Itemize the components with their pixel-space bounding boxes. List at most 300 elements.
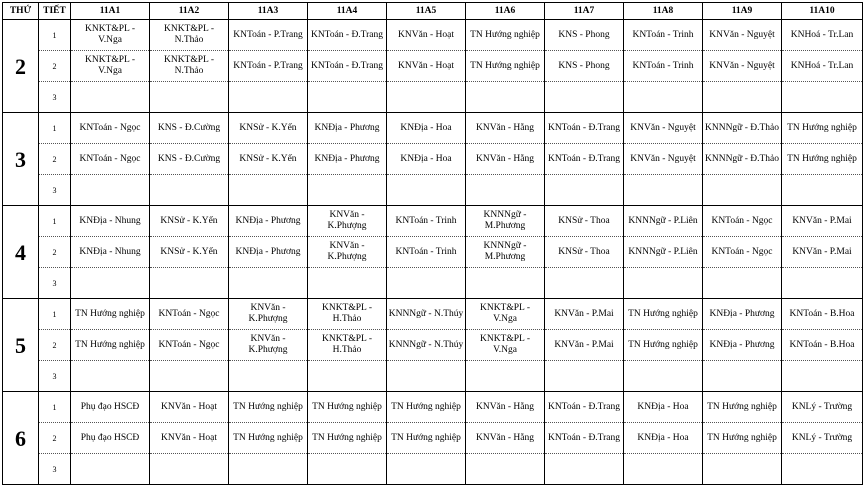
schedule-cell xyxy=(624,299,703,330)
schedule-cell xyxy=(624,237,703,268)
cell-text-line: KNToán - Ngọc xyxy=(711,246,773,257)
cell-text-line: K.Phượng xyxy=(248,314,288,324)
cell-text-line: KNĐịa - Nhung xyxy=(79,246,141,257)
schedule-cell xyxy=(387,51,466,82)
schedule-cell xyxy=(466,423,545,454)
cell-text-line: KNLý - Trường xyxy=(791,432,853,443)
schedule-cell xyxy=(624,330,703,361)
cell-text-line: KNVăn - Nguyệt xyxy=(709,29,775,40)
schedule-cell xyxy=(308,20,387,51)
schedule-cell xyxy=(466,392,545,423)
table-row xyxy=(3,268,863,299)
cell-text-line: KNNNgữ - P.Liên xyxy=(628,215,698,226)
schedule-cell xyxy=(308,113,387,144)
schedule-cell xyxy=(308,175,387,206)
schedule-cell xyxy=(308,82,387,113)
period-number: 2 xyxy=(39,423,71,454)
schedule-cell xyxy=(71,206,150,237)
cell-text-line: KNKT&PL - xyxy=(163,24,215,34)
schedule-cell xyxy=(703,361,782,392)
schedule-cell xyxy=(466,144,545,175)
table-row xyxy=(3,82,863,113)
schedule-cell xyxy=(466,206,545,237)
cell-text-line: KNVăn - Hoạt xyxy=(161,401,217,412)
cell-text-line: KNVăn - xyxy=(329,241,365,251)
schedule-cell xyxy=(308,268,387,299)
schedule-cell xyxy=(466,51,545,82)
cell-text-line: KNToán - Trinh xyxy=(395,215,457,226)
schedule-cell xyxy=(545,82,624,113)
cell-text-line: KNToán - Ngọc xyxy=(158,339,220,350)
schedule-cell xyxy=(387,299,466,330)
cell-text-line: KNToán - Đ.Trang xyxy=(547,122,621,133)
cell-text-line: M.Phương xyxy=(484,221,526,231)
schedule-cell xyxy=(229,330,308,361)
schedule-cell xyxy=(782,330,863,361)
table-row xyxy=(3,454,863,485)
day-label: 6 xyxy=(3,392,39,485)
schedule-cell xyxy=(150,144,229,175)
schedule-cell xyxy=(782,423,863,454)
schedule-cell xyxy=(71,51,150,82)
schedule-cell xyxy=(387,330,466,361)
schedule-cell xyxy=(150,268,229,299)
cell-text-line: KNVăn - P.Mai xyxy=(792,215,852,226)
table-row xyxy=(3,175,863,206)
period-number: 1 xyxy=(39,392,71,423)
period-number: 2 xyxy=(39,237,71,268)
schedule-cell xyxy=(150,423,229,454)
schedule-cell xyxy=(150,206,229,237)
schedule-cell xyxy=(308,144,387,175)
cell-text-line: KNToán - Trinh xyxy=(395,246,457,257)
table-row xyxy=(3,392,863,423)
cell-text-line: KNVăn - Hằng xyxy=(475,432,535,443)
cell-text-line: KNKT&PL - xyxy=(84,55,136,65)
schedule-cell xyxy=(703,330,782,361)
schedule-cell xyxy=(229,82,308,113)
schedule-cell xyxy=(703,113,782,144)
cell-text-line: KNĐịa - Hoa xyxy=(637,432,689,443)
cell-text-line: M.Phương xyxy=(484,252,526,262)
header-11a8: 11A8 xyxy=(624,3,703,20)
cell-text-line: TN Hướng nghiệp xyxy=(75,308,145,319)
schedule-cell xyxy=(703,51,782,82)
schedule-cell xyxy=(545,330,624,361)
schedule-cell xyxy=(782,299,863,330)
schedule-cell xyxy=(308,51,387,82)
table-row xyxy=(3,361,863,392)
schedule-cell xyxy=(71,423,150,454)
schedule-cell xyxy=(545,206,624,237)
schedule-cell xyxy=(466,268,545,299)
schedule-cell xyxy=(703,268,782,299)
schedule-cell xyxy=(71,113,150,144)
cell-text-line: KNNNgữ - xyxy=(483,210,527,220)
cell-text-line: TN Hướng nghiệp xyxy=(470,29,540,40)
schedule-cell xyxy=(624,454,703,485)
schedule-cell xyxy=(387,206,466,237)
schedule-cell xyxy=(71,144,150,175)
cell-text-line: KNToán - Đ.Trang xyxy=(547,401,621,412)
schedule-cell xyxy=(387,237,466,268)
schedule-cell xyxy=(229,237,308,268)
schedule-cell xyxy=(624,51,703,82)
schedule-cell xyxy=(703,454,782,485)
schedule-cell xyxy=(545,175,624,206)
schedule-cell xyxy=(782,175,863,206)
schedule-cell xyxy=(308,361,387,392)
cell-text-line: KNĐịa - Phương xyxy=(235,246,301,257)
cell-text-line: KNHoá - Tr.Lan xyxy=(790,29,854,40)
schedule-cell xyxy=(782,361,863,392)
cell-text-line: KNS - Phong xyxy=(558,60,610,71)
cell-text-line: KNĐịa - Hoa xyxy=(400,153,452,164)
header-11a10: 11A10 xyxy=(782,3,863,20)
cell-text-line: TN Hướng nghiệp xyxy=(707,401,777,412)
cell-text-line: KNToán - Ngọc xyxy=(79,122,141,133)
schedule-cell xyxy=(703,20,782,51)
cell-text-line: KNSử - Thoa xyxy=(558,215,610,226)
schedule-cell xyxy=(150,113,229,144)
cell-text-line: KNS - Phong xyxy=(558,29,610,40)
schedule-cell xyxy=(229,144,308,175)
cell-text-line: KNKT&PL - xyxy=(321,334,373,344)
cell-text-line: KNToán - Trinh xyxy=(632,60,694,71)
schedule-cell xyxy=(545,20,624,51)
schedule-cell xyxy=(150,361,229,392)
cell-text-line: KNVăn - Hoạt xyxy=(161,432,217,443)
header-11a2: 11A2 xyxy=(150,3,229,20)
cell-text-line: KNNNgữ - N.Thúy xyxy=(388,308,464,319)
header-11a1: 11A1 xyxy=(71,3,150,20)
schedule-cell xyxy=(624,144,703,175)
schedule-cell xyxy=(782,20,863,51)
period-number: 2 xyxy=(39,330,71,361)
cell-text-line: KNVăn - xyxy=(250,334,286,344)
cell-text-line: TN Hướng nghiệp xyxy=(787,153,857,164)
schedule-cell xyxy=(782,51,863,82)
schedule-cell xyxy=(545,299,624,330)
schedule-cell xyxy=(308,237,387,268)
schedule-cell xyxy=(703,82,782,113)
cell-text-line: TN Hướng nghiệp xyxy=(391,401,461,412)
schedule-cell xyxy=(229,51,308,82)
period-number: 1 xyxy=(39,206,71,237)
schedule-cell xyxy=(71,82,150,113)
table-row xyxy=(3,423,863,454)
cell-text-line: KNToán - B.Hoa xyxy=(789,339,855,350)
header-11a7: 11A7 xyxy=(545,3,624,20)
schedule-cell xyxy=(308,454,387,485)
period-number: 2 xyxy=(39,144,71,175)
timetable xyxy=(2,2,863,485)
schedule-cell xyxy=(545,113,624,144)
cell-text-line: KNĐịa - Phương xyxy=(709,339,775,350)
cell-text-line: KNVăn - Hằng xyxy=(475,401,535,412)
cell-text-line: KNToán - Trinh xyxy=(632,29,694,40)
period-number: 1 xyxy=(39,113,71,144)
period-number: 3 xyxy=(39,268,71,299)
schedule-cell xyxy=(703,423,782,454)
timetable-body xyxy=(3,20,863,485)
schedule-cell xyxy=(387,144,466,175)
schedule-cell xyxy=(150,51,229,82)
cell-text-line: KNKT&PL - xyxy=(321,303,373,313)
cell-text-line: V.Nga xyxy=(98,35,122,45)
cell-text-line: KNVăn - P.Mai xyxy=(792,246,852,257)
cell-text-line: KNSử - K.Yến xyxy=(239,153,297,164)
cell-text-line: KNKT&PL - xyxy=(163,55,215,65)
schedule-cell xyxy=(71,20,150,51)
cell-text-line: K.Phượng xyxy=(248,345,288,355)
schedule-cell xyxy=(229,299,308,330)
cell-text-line: KNVăn - xyxy=(250,303,286,313)
header-11a4: 11A4 xyxy=(308,3,387,20)
schedule-cell xyxy=(782,392,863,423)
schedule-cell xyxy=(387,268,466,299)
cell-text-line: K.Phượng xyxy=(327,221,367,231)
cell-text-line: Phụ đạo HSCĐ xyxy=(80,432,140,443)
table-row xyxy=(3,206,863,237)
cell-text-line: Phụ đạo HSCĐ xyxy=(80,401,140,412)
cell-text-line: KNVăn - P.Mai xyxy=(554,308,614,319)
schedule-cell xyxy=(624,361,703,392)
schedule-cell xyxy=(150,175,229,206)
schedule-cell xyxy=(387,423,466,454)
schedule-cell xyxy=(782,454,863,485)
cell-text-line: KNToán - Đ.Trang xyxy=(310,29,384,40)
schedule-cell xyxy=(782,82,863,113)
schedule-cell xyxy=(782,206,863,237)
schedule-cell xyxy=(466,330,545,361)
cell-text-line: KNSử - Thoa xyxy=(558,246,610,257)
schedule-cell xyxy=(150,299,229,330)
schedule-cell xyxy=(624,20,703,51)
schedule-cell xyxy=(545,454,624,485)
schedule-cell xyxy=(387,454,466,485)
cell-text-line: KNĐịa - Phương xyxy=(314,153,380,164)
table-row xyxy=(3,237,863,268)
cell-text-line: KNToán - Ngọc xyxy=(711,215,773,226)
schedule-cell xyxy=(466,299,545,330)
cell-text-line: TN Hướng nghiệp xyxy=(707,432,777,443)
schedule-cell xyxy=(308,423,387,454)
day-label: 5 xyxy=(3,299,39,392)
cell-text-line: KNToán - Đ.Trang xyxy=(547,432,621,443)
schedule-cell xyxy=(703,392,782,423)
schedule-cell xyxy=(782,144,863,175)
schedule-cell xyxy=(229,113,308,144)
schedule-cell xyxy=(150,330,229,361)
period-number: 2 xyxy=(39,51,71,82)
schedule-cell xyxy=(466,20,545,51)
schedule-cell xyxy=(624,82,703,113)
cell-text-line: TN Hướng nghiệp xyxy=(391,432,461,443)
table-row xyxy=(3,144,863,175)
schedule-cell xyxy=(703,206,782,237)
cell-text-line: KNĐịa - Nhung xyxy=(79,215,141,226)
period-number: 1 xyxy=(39,20,71,51)
cell-text-line: TN Hướng nghiệp xyxy=(233,432,303,443)
schedule-cell xyxy=(545,144,624,175)
cell-text-line: TN Hướng nghiệp xyxy=(470,60,540,71)
schedule-cell xyxy=(545,237,624,268)
cell-text-line: KNSử - K.Yến xyxy=(160,215,218,226)
cell-text-line: KNToán - P.Trang xyxy=(233,60,303,71)
cell-text-line: KNNNgữ - xyxy=(483,241,527,251)
cell-text-line: KNToán - B.Hoa xyxy=(789,308,855,319)
period-number: 3 xyxy=(39,361,71,392)
cell-text-line: KNLý - Trường xyxy=(791,401,853,412)
cell-text-line: TN Hướng nghiệp xyxy=(628,308,698,319)
schedule-cell xyxy=(150,82,229,113)
schedule-cell xyxy=(229,361,308,392)
cell-text-line: TN Hướng nghiệp xyxy=(628,339,698,350)
schedule-cell xyxy=(71,237,150,268)
schedule-cell xyxy=(782,237,863,268)
cell-text-line: KNKT&PL - xyxy=(479,303,531,313)
schedule-cell xyxy=(229,20,308,51)
cell-text-line: KNVăn - P.Mai xyxy=(554,339,614,350)
table-row xyxy=(3,113,863,144)
cell-text-line: KNSử - K.Yến xyxy=(239,122,297,133)
cell-text-line: KNVăn - Hằng xyxy=(475,122,535,133)
schedule-cell xyxy=(466,175,545,206)
schedule-cell xyxy=(466,82,545,113)
schedule-cell xyxy=(545,268,624,299)
table-row xyxy=(3,299,863,330)
schedule-cell xyxy=(545,423,624,454)
cell-text-line: TN Hướng nghiệp xyxy=(312,432,382,443)
period-number: 1 xyxy=(39,299,71,330)
day-label: 4 xyxy=(3,206,39,299)
header-11a9: 11A9 xyxy=(703,3,782,20)
schedule-cell xyxy=(229,423,308,454)
cell-text-line: V.Nga xyxy=(493,314,517,324)
cell-text-line: KNSử - K.Yến xyxy=(160,246,218,257)
schedule-cell xyxy=(71,361,150,392)
schedule-cell xyxy=(71,330,150,361)
day-label: 2 xyxy=(3,20,39,113)
schedule-cell xyxy=(624,175,703,206)
schedule-cell xyxy=(624,268,703,299)
schedule-cell xyxy=(703,144,782,175)
schedule-cell xyxy=(703,175,782,206)
cell-text-line: KNĐịa - Phương xyxy=(709,308,775,319)
schedule-cell xyxy=(466,361,545,392)
schedule-cell xyxy=(387,175,466,206)
schedule-cell xyxy=(624,392,703,423)
schedule-cell xyxy=(308,392,387,423)
schedule-cell xyxy=(71,454,150,485)
cell-text-line: K.Phượng xyxy=(327,252,367,262)
schedule-cell xyxy=(782,113,863,144)
table-row xyxy=(3,330,863,361)
cell-text-line: V.Nga xyxy=(493,345,517,355)
schedule-cell xyxy=(624,423,703,454)
cell-text-line: KNVăn - Nguyệt xyxy=(630,153,696,164)
schedule-cell xyxy=(71,175,150,206)
schedule-cell xyxy=(150,237,229,268)
header-row xyxy=(3,3,863,20)
schedule-cell xyxy=(387,361,466,392)
cell-text-line: KNVăn - Nguyệt xyxy=(709,60,775,71)
period-number: 3 xyxy=(39,82,71,113)
schedule-cell xyxy=(308,206,387,237)
cell-text-line: V.Nga xyxy=(98,66,122,76)
header-11a6: 11A6 xyxy=(466,3,545,20)
header-tiet: TIẾT xyxy=(39,3,71,20)
header-thu: THỨ xyxy=(3,3,39,20)
schedule-cell xyxy=(308,330,387,361)
schedule-cell xyxy=(308,299,387,330)
schedule-cell xyxy=(703,237,782,268)
cell-text-line: N.Thảo xyxy=(174,35,204,45)
schedule-cell xyxy=(229,175,308,206)
schedule-cell xyxy=(71,392,150,423)
table-row xyxy=(3,51,863,82)
schedule-cell xyxy=(466,454,545,485)
cell-text-line: KNNNgữ - N.Thúy xyxy=(388,339,464,350)
cell-text-line: KNKT&PL - xyxy=(84,24,136,34)
cell-text-line: KNNNgữ - P.Liên xyxy=(628,246,698,257)
schedule-cell xyxy=(387,82,466,113)
schedule-cell xyxy=(150,392,229,423)
period-number: 3 xyxy=(39,454,71,485)
cell-text-line: KNĐịa - Hoa xyxy=(637,401,689,412)
cell-text-line: KNVăn - xyxy=(329,210,365,220)
schedule-cell xyxy=(466,113,545,144)
schedule-cell xyxy=(229,206,308,237)
cell-text-line: H.Thảo xyxy=(332,345,362,355)
schedule-cell xyxy=(71,268,150,299)
cell-text-line: KNVăn - Hằng xyxy=(475,153,535,164)
cell-text-line: KNNNgữ - Đ.Thảo xyxy=(704,122,779,133)
cell-text-line: KNToán - Ngọc xyxy=(79,153,141,164)
cell-text-line: KNNNgữ - Đ.Thảo xyxy=(704,153,779,164)
schedule-cell xyxy=(150,454,229,485)
cell-text-line: KNToán - Đ.Trang xyxy=(310,60,384,71)
schedule-cell xyxy=(545,361,624,392)
cell-text-line: KNToán - Ngọc xyxy=(158,308,220,319)
schedule-cell xyxy=(71,299,150,330)
header-11a3: 11A3 xyxy=(229,3,308,20)
schedule-cell xyxy=(387,392,466,423)
schedule-cell xyxy=(229,454,308,485)
cell-text-line: TN Hướng nghiệp xyxy=(75,339,145,350)
cell-text-line: KNToán - Đ.Trang xyxy=(547,153,621,164)
cell-text-line: KNĐịa - Phương xyxy=(235,215,301,226)
cell-text-line: N.Thảo xyxy=(174,66,204,76)
header-11a5: 11A5 xyxy=(387,3,466,20)
cell-text-line: KNKT&PL - xyxy=(479,334,531,344)
schedule-cell xyxy=(782,268,863,299)
cell-text-line: H.Thảo xyxy=(332,314,362,324)
cell-text-line: KNS - Đ.Cường xyxy=(157,122,221,133)
schedule-cell xyxy=(150,20,229,51)
cell-text-line: KNĐịa - Hoa xyxy=(400,122,452,133)
schedule-cell xyxy=(466,237,545,268)
table-row xyxy=(3,20,863,51)
cell-text-line: KNToán - P.Trang xyxy=(233,29,303,40)
schedule-cell xyxy=(229,392,308,423)
cell-text-line: TN Hướng nghiệp xyxy=(787,122,857,133)
schedule-cell xyxy=(387,113,466,144)
cell-text-line: TN Hướng nghiệp xyxy=(233,401,303,412)
cell-text-line: TN Hướng nghiệp xyxy=(312,401,382,412)
schedule-cell xyxy=(545,51,624,82)
